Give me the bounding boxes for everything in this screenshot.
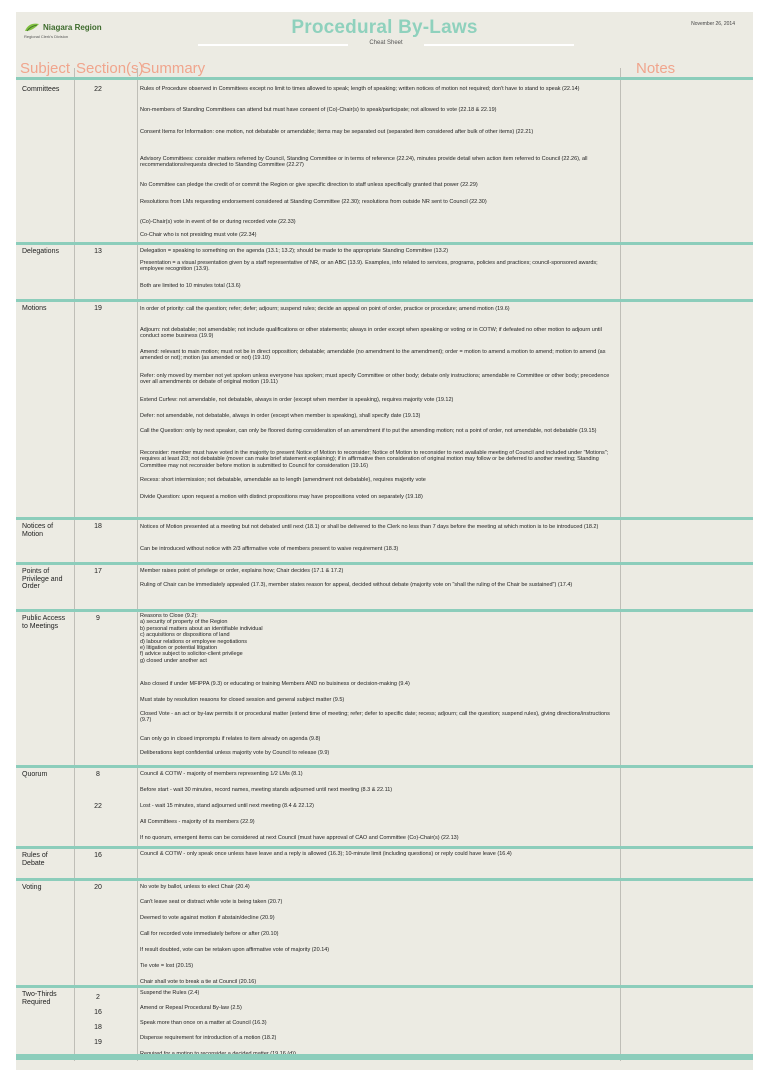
- section-number: 22: [94, 803, 102, 810]
- summary-item: Closed Vote - an act or by-law permits it or procedural matter (extend time of meeting; refer; defer to specific date; recess; adjourn; call the question; suspend rules), giving directions/instructions (9.7): [140, 711, 610, 724]
- summary-item: Reasons to Close (9.2): a) security of property of the Region b) personal matters about an identifiable individual c) acquisitions or dispositions of land d) labour relations or employee negotiations e) litigation or potential litigation f) advice subject to solicitor-client privilege g) closed under another act: [140, 613, 263, 664]
- column-header-subject: Subject: [20, 60, 71, 77]
- summary-item: Ruling of Chair can be immediately appealed (17.3), member states reason for appeal, decided without debate (majority vote on "shall the ruling of the Chair be sustained") (17.4): [140, 582, 573, 588]
- section-rule: [16, 985, 753, 988]
- summary-item: Lost - wait 15 minutes, stand adjourned until next meeting (8.4 & 22.12): [140, 803, 314, 809]
- summary-item: Amend or Repeal Procedural By-law (2.5): [140, 1005, 242, 1011]
- section-number: 16: [94, 852, 102, 859]
- column-header-notes: Notes: [636, 60, 676, 77]
- summary-item: Rules of Procedure observed in Committees except no limit to times allowed to speak; length of speaking; written notices of motion not required; don't have to stand to speak (22.14): [140, 86, 580, 92]
- summary-item: Presentation = a visual presentation given by a staff representative of NR, or an ABC (13.9). Examples, info related to services, programs, policies and practices; council-sponsored awards; employee recognition (13.9).: [140, 260, 598, 273]
- summary-item: All Committees - majority of its members (22.9): [140, 819, 255, 825]
- section-rule: [16, 562, 753, 565]
- summary-item: Adjourn: not debatable; not amendable; not include qualifications or other statements; always in order except when speaking or voting or in COTW; if defeated no other motion to adjourn until conduct some business (19.9): [140, 327, 602, 340]
- logo-subtext: Regional Clerk's Division: [24, 34, 69, 39]
- page-subtitle: Cheat Sheet: [369, 40, 403, 46]
- subject-cell: Delegations: [22, 248, 59, 255]
- section-number: 22: [94, 86, 102, 93]
- section-number: 20: [94, 884, 102, 891]
- section-number: 2: [96, 994, 100, 1001]
- summary-item: Amend: relevant to main motion; must not be in direct opposition; debatable; amendable (no amendment to the amendment); order = motion to amend a motion to amend; motion to amend (as amended or not); motion (as amended or not) (19.10): [140, 349, 606, 362]
- section-number: 18: [94, 1024, 102, 1031]
- summary-item: In order of priority: call the question; refer; defer; adjourn; suspend rules; decide an appeal on point of order, practice or procedure; amend motion (19.6): [140, 306, 510, 312]
- section-rule: [16, 846, 753, 849]
- summary-item: Recess: short intermission; not debatable, amendable as to length (amendment not debatable), requires majority vote: [140, 477, 426, 483]
- summary-item: Tie vote = lost (20.15): [140, 963, 194, 969]
- summary-item: Reconsider: member must have voted in the majority to present Notice of Motion to reconsider; Notice of Motion to reconsider to next available meeting of Council and included under "Motions"; requires at least 2/3; not debatable (mover can make brief statement explaining); if in affirmative then consideration of original motion may follow or be deferred to another meeting; Standing Committee may not reconsider before motion is submitted to Council for consideration (19.16): [140, 450, 609, 469]
- subject-cell: Rules of Debate: [22, 852, 48, 867]
- column-header-sections: Section(s): [76, 60, 144, 77]
- summary-item: Dispense requirement for introduction of a motion (18.2): [140, 1035, 277, 1041]
- summary-item: Call the Question: only by next speaker, can only be floored during consideration of an amendment if to put the amending motion; not a point of order, not amendable, not debatable (19.15): [140, 428, 597, 434]
- section-rule: [16, 517, 753, 520]
- subject-cell: Points of Privilege and Order: [22, 568, 63, 590]
- section-rule: [16, 299, 753, 302]
- summary-item: Can only go in closed impromptu if relates to item already on agenda (9.8): [140, 736, 321, 742]
- section-number: 13: [94, 248, 102, 255]
- section-number: 19: [94, 305, 102, 312]
- summary-item: Resolutions from LMs requesting endorsement considered at Standing Committee (22.30); resolutions from outside NR sent to Council (22.30): [140, 199, 487, 205]
- column-header-summary: Summary: [141, 60, 206, 77]
- summary-item: Deemed to vote against motion if abstain/decline (20.9): [140, 915, 275, 921]
- summary-item: Speak more than once on a matter at Council (16.3): [140, 1020, 267, 1026]
- summary-item: (Co)-Chair(s) vote in event of tie or during recorded vote (22.33): [140, 219, 296, 225]
- section-number: 8: [96, 771, 100, 778]
- section-number: 18: [94, 523, 102, 530]
- summary-item: Both are limited to 10 minutes total (13.6): [140, 283, 241, 289]
- section-number: 19: [94, 1039, 102, 1046]
- section-number: 16: [94, 1009, 102, 1016]
- summary-item: No Committee can pledge the credit of or commit the Region or give specific direction to staff unless specifically granted that power (22.29): [140, 182, 478, 188]
- summary-item: Must state by resolution reasons for closed session and general subject matter (9.5): [140, 697, 345, 703]
- column-headers: [16, 60, 753, 76]
- subject-cell: Motions: [22, 305, 47, 312]
- section-rule: [16, 1054, 753, 1060]
- subject-cell: Quorum: [22, 771, 48, 778]
- section-number: 17: [94, 568, 102, 575]
- subject-cell: Public Access to Meetings: [22, 615, 66, 630]
- summary-item: Also closed if under MFIPPA (9.3) or educating or training Members AND no buisiness or decision-making (9.4): [140, 681, 410, 687]
- summary-item: Member raises point of privilege or order, explains how; Chair decides (17.1 & 17.2): [140, 568, 344, 574]
- subject-cell: Notices of Motion: [22, 523, 54, 538]
- header-rule: [16, 77, 753, 80]
- section-rule: [16, 878, 753, 881]
- summary-item: Non-members of Standing Committees can attend but must have consent of (Co)-Chair(s) to speak/participate; not allowed to vote (22.18 & 22.19): [140, 107, 497, 113]
- summary-item: Notices of Motion presented at a meeting but not debated until next (18.1) or shall be delivered to the Clerk no less than 7 days before the meeting at which motion is to be introduced (18.2): [140, 524, 599, 530]
- summary-item: Call for recorded vote immediately before or after (20.10): [140, 931, 279, 937]
- subject-cell: Voting: [22, 884, 42, 891]
- document-date: November 26, 2014: [691, 21, 735, 27]
- summary-item: Deliberations kept confidential unless majority vote by Council to release (9.9): [140, 750, 330, 756]
- logo-text: Niagara Region: [43, 23, 102, 32]
- summary-item: Suspend the Rules (2.4): [140, 990, 200, 996]
- summary-item: Advisory Committees: consider matters referred by Council, Standing Committee or in terms of reference (22.24), minutes provide detail when action item referred to Council (22.26), all recommendations/requests directed to Standing Committee (22.27): [140, 156, 588, 169]
- subject-cell: Two-Thirds Required: [22, 991, 57, 1006]
- section-rule: [16, 242, 753, 245]
- section-rule: [16, 609, 753, 612]
- summary-item: Council & COTW - only speak once unless have leave and a reply is allowed (16.3); 10-minute limit (including questions) or reply could have leave (16.4): [140, 851, 512, 857]
- summary-item: Extend Curfew: not amendable, not debatable, always in order (except when member is speaking), requires majority vote (19.12): [140, 397, 454, 403]
- summary-item: Council & COTW - majority of members representing 1/2 LMs (8.1): [140, 771, 303, 777]
- section-rule: [16, 765, 753, 768]
- summary-item: If no quorum, emergent items can be considered at next Council (must have approval of CAO and Committee (Co)-Chair(s) (22.13): [140, 835, 459, 841]
- page-title: Procedural By-Laws: [291, 17, 478, 38]
- summary-item: Before start - wait 30 minutes, record names, meeting stands adjourned until next meeting (8.3 & 22.11): [140, 787, 393, 793]
- summary-item: Co-Chair who is not presiding must vote (22.34): [140, 232, 257, 238]
- summary-item: Delegation = speaking to something on the agenda (13.1; 13.2); should be made to the appropriate Standing Committee (13.2): [140, 248, 449, 254]
- summary-item: Refer: only moved by member not yet spoken unless everyone has spoken; must specify Committee or other body; debate only instructions; amendable re Committee or other body; precedence over all amendments or debate of original motion (19.11): [140, 373, 610, 386]
- summary-item: Chair shall vote to break a tie at Council (20.16): [140, 979, 257, 985]
- summary-item: Divide Question: upon request a motion with distinct propositions may have propositions voted on separately (19.18): [140, 494, 423, 500]
- cheat-sheet-page: [16, 12, 753, 1070]
- summary-item: If result doubted, vote can be retaken upon affirmative vote of majority (20.14): [140, 947, 330, 953]
- summary-item: Can be introduced without notice with 2/3 affirmative vote of members present to waive requirement (18.3): [140, 546, 399, 552]
- subtitle-row: [198, 40, 574, 48]
- summary-item: Consent Items for Information: one motion, not debatable or amendable; items may be separated out (separated item considered after bulk of other items) (22.21): [140, 129, 534, 135]
- summary-item: Defer: not amendable, not debatable, always in order (except when member is speaking), shall specify date (19.13): [140, 413, 421, 419]
- subject-cell: Committees: [22, 86, 60, 93]
- summary-item: No vote by ballot, unless to elect Chair (20.4): [140, 884, 250, 890]
- section-number: 9: [96, 615, 100, 622]
- summary-item: Can't leave seat or distract while vote is being taken (20.7): [140, 899, 283, 905]
